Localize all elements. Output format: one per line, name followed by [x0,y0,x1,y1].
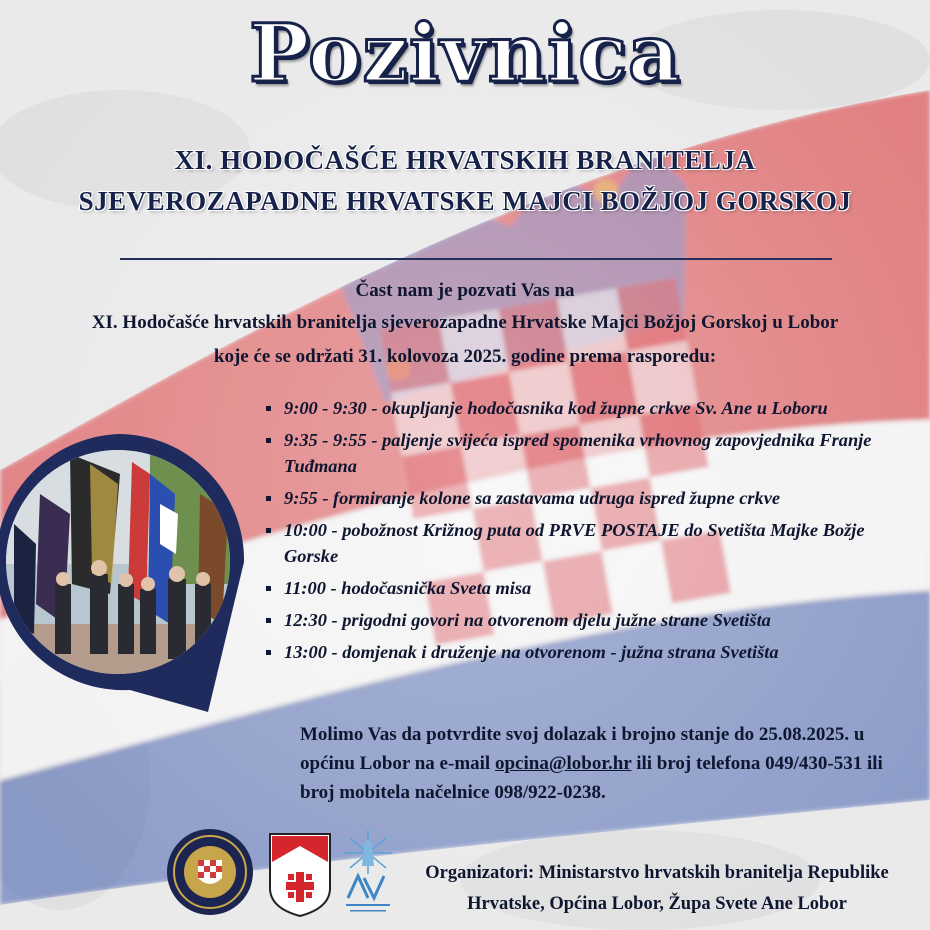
bullet-icon [266,586,271,591]
bullet-icon [266,438,271,443]
schedule-item [262,427,922,479]
organizers-line-1: Organizatori: Ministarstvo hrvatskih branitelja Republike [425,863,889,883]
schedule-time: 9:35 - 9:55 [284,430,367,450]
organizers-line-2: Hrvatske, Općina Lobor, Župa Svete Ane Lobor [467,894,847,914]
rsvp-contact-text: ili broj telefona 049/430-531 ili broj mobitela načelnice 098/922-0238. [300,753,883,803]
schedule-list [262,395,922,671]
schedule-item [262,575,922,601]
bullet-icon [266,528,271,533]
intro-line-2: XI. Hodočašće hrvatskih branitelja sjeverozapadne Hrvatske Majci Božjoj Gorskoj u Lobor [91,312,839,333]
schedule-time: 10:00 [284,520,327,540]
schedule-description: - prigodni govori na otvorenom djelu južne strane Svetišta [326,610,771,630]
schedule-time: 13:00 [284,642,327,662]
bullet-icon [266,650,271,655]
schedule-description: - pobožnost Križnog puta od PRVE POSTAJE do Svetišta Majke Božje Gorske [284,520,865,566]
schedule-time: 12:30 [284,610,327,630]
schedule-time: 9:55 [284,488,318,508]
schedule-item [262,639,922,665]
intro-line-3: koje će se održati 31. kolovoza 2025. godine prema rasporedu: [213,346,717,367]
parish-logo-icon [340,828,396,918]
bullet-icon [266,618,271,623]
schedule-item [262,485,922,511]
schedule-description: - paljenje svijeća ispred spomenika vrhovnog zapovjednika Franje Tuđmana [284,430,872,476]
rsvp-note [300,720,900,807]
rsvp-text: Molimo Vas da potvrdite svoj dolazak i brojno stanje do 25.08.2025. u općinu Lobor na e-mail [300,724,865,774]
bullet-icon [266,496,271,501]
schedule-time: 9:00 - 9:30 [284,398,367,418]
schedule-time: 11:00 [284,578,326,598]
divider [120,258,832,260]
bullet-icon [266,406,271,411]
event-title-line-2: SJEVEROZAPADNE HRVATSKE MAJCI BOŽJOJ GORSKOJ [78,186,852,216]
schedule-description: - hodočasnička Sveta misa [325,578,532,598]
email-link[interactable]: opcina@lobor.hr [494,753,632,774]
event-title-line-1: XI. HODOČAŠĆE HRVATSKIH BRANITELJA [174,145,756,175]
intro-line-1: Čast nam je pozvati Vas na [355,280,575,301]
schedule-item [262,607,922,633]
organizers [392,858,922,920]
schedule-item [262,517,922,569]
ministry-seal-icon [166,828,254,916]
flag-bearers-photo [0,434,250,714]
lobor-coat-of-arms-icon [268,832,332,918]
schedule-description: - okupljanje hodočasnika kod župne crkve Sv. Ane u Loboru [366,398,828,418]
page-title: Pozivnica [249,6,681,100]
schedule-description: - domjenak i druženje na otvorenom - južna strana Svetišta [326,642,779,662]
schedule-description: - formiranje kolone sa zastavama udruga ispred župne crkve [317,488,781,508]
schedule-item [262,395,922,421]
